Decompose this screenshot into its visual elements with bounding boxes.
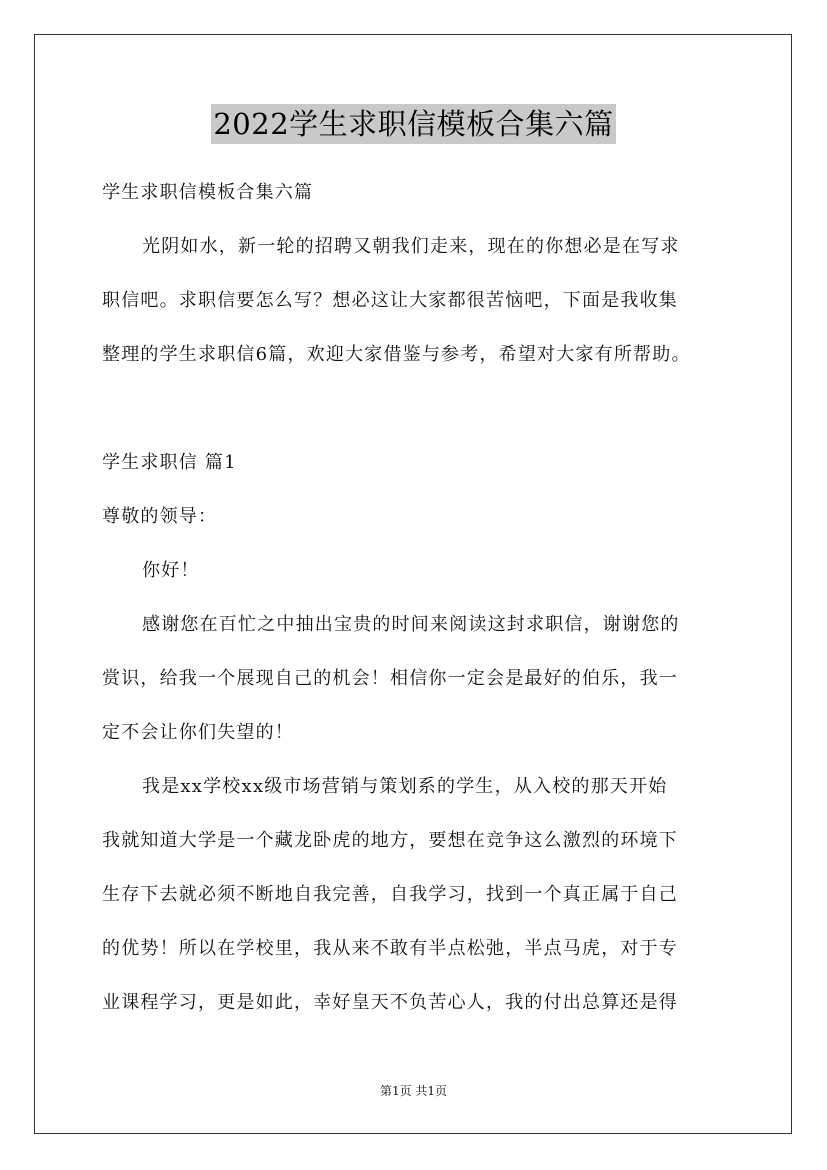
salutation: 尊敬的领导： xyxy=(102,506,218,527)
intro-line-2: 职信吧。求职信要怎么写？想必这让大家都很苦恼吧，下面是我收集 xyxy=(102,290,678,311)
page-number-footer: 第1页 共1页 xyxy=(379,1084,448,1098)
title-container xyxy=(0,104,827,144)
para2-line-4: 的优势！所以在学校里，我从来不敢有半点松弛，半点马虎，对于专 xyxy=(102,938,678,959)
para2-line-3: 生存下去就必须不断地自我完善，自我学习，找到一个真正属于自己 xyxy=(102,884,678,905)
intro-line-1: 光阴如水，新一轮的招聘又朝我们走来，现在的你想必是在写求 xyxy=(142,236,680,257)
document-title: 2022学生求职信模板合集六篇 xyxy=(211,104,615,144)
intro-line-3: 整理的学生求职信6篇，欢迎大家借鉴与参考，希望对大家有所帮助。 xyxy=(102,344,691,365)
para1-line-3: 定不会让你们失望的！ xyxy=(102,722,294,743)
greeting: 你好！ xyxy=(142,560,200,581)
para1-line-1: 感谢您在百忙之中抽出宝贵的时间来阅读这封求职信，谢谢您的 xyxy=(142,614,680,635)
para2-line-1: 我是xx学校xx级市场营销与策划系的学生，从入校的那天开始 xyxy=(142,776,668,797)
document-subtitle: 学生求职信模板合集六篇 xyxy=(102,182,314,203)
para1-line-2: 赏识，给我一个展现自己的机会！相信你一定会是最好的伯乐，我一 xyxy=(102,668,678,689)
section-heading: 学生求职信 篇1 xyxy=(102,452,237,473)
para2-line-2: 我就知道大学是一个藏龙卧虎的地方，要想在竞争这么激烈的环境下 xyxy=(102,830,678,851)
para2-line-5: 业课程学习，更是如此，幸好皇天不负苦心人，我的付出总算还是得 xyxy=(102,992,678,1013)
